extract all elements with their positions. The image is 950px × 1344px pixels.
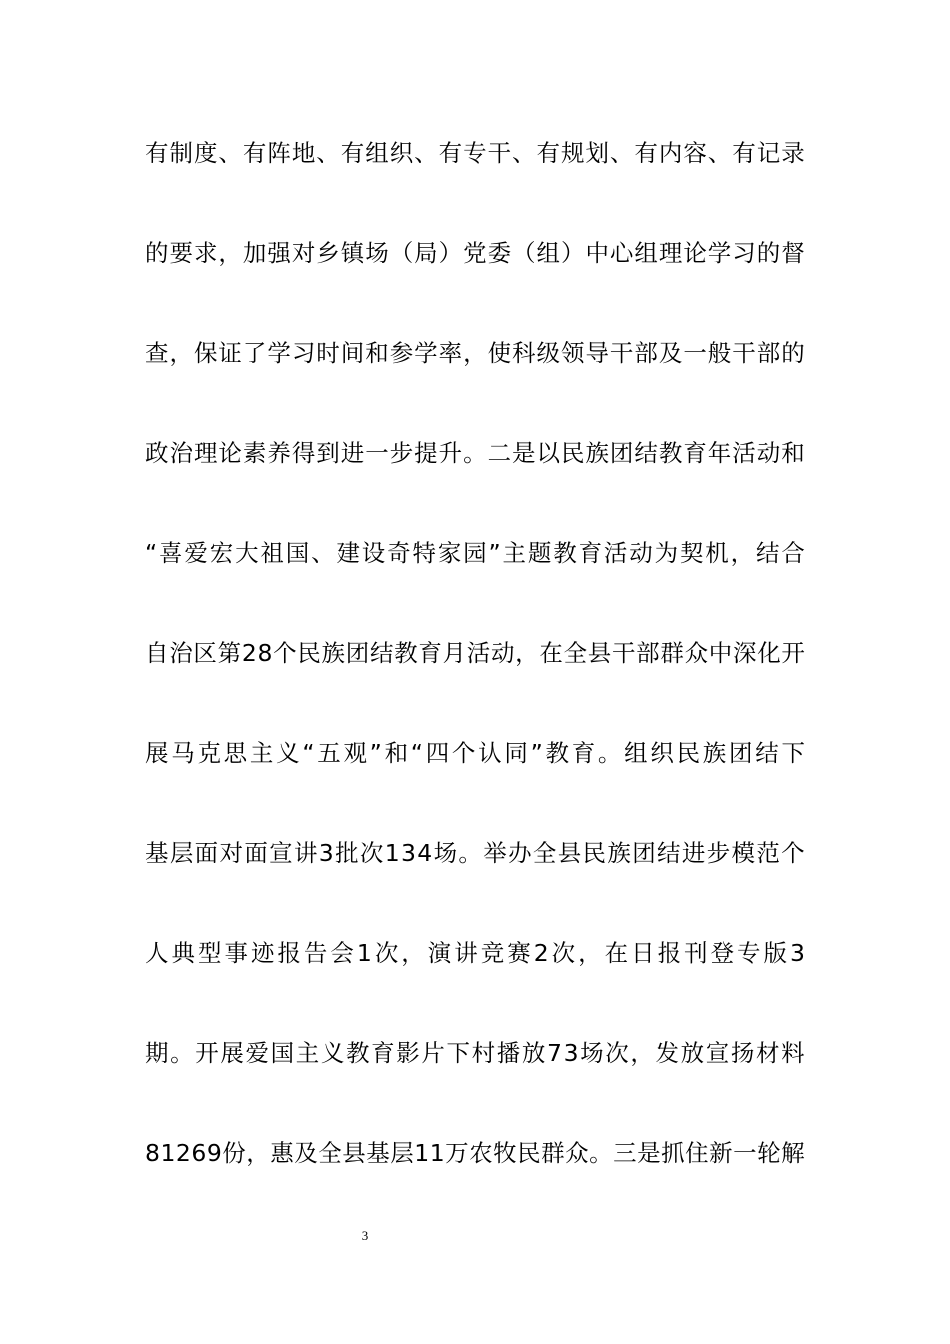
body-text-line-9: 人 典 型 事 迹 报 告 会 1 次 ， 演 讲 竞 赛 2 次 ， 在 日 报 刊 登 专 版 3 xyxy=(145,939,805,967)
body-text-line-11: 8 1 2 6 9 份 ， 惠 及 全 县 基 层 1 1 万 农 牧 民 群 众 。 三 是 抓 住 新 一 轮 解 xyxy=(145,1139,805,1167)
body-text-line-6: 自 治 区 第 2 8 个 民 族 团 结 教 育 月 活 动 ， 在 全 县 干 部 群 众 中 深 化 开 xyxy=(145,639,805,667)
body-text-line-5: “ 喜 爱 宏 大 祖 国 、 建 设 奇 特 家 园 ” 主 题 教 育 活 动 为 契 机 ， 结 合 xyxy=(145,539,805,567)
body-text-line-8: 基 层 面 对 面 宣 讲 3 批 次 1 3 4 场 。 举 办 全 县 民 族 团 结 进 步 模 范 个 xyxy=(145,839,805,867)
body-text-line-4: 政 治 理 论 素 养 得 到 进 一 步 提 升 。 二 是 以 民 族 团 结 教 育 年 活 动 和 xyxy=(145,439,805,467)
body-text-line-10: 期 。 开 展 爱 国 主 义 教 育 影 片 下 村 播 放 7 3 场 次 ， 发 放 宣 扬 材 料 xyxy=(145,1039,805,1067)
body-text-line-3: 查 ， 保 证 了 学 习 时 间 和 参 学 率 ， 使 科 级 领 导 干 部 及 一 般 干 部 的 xyxy=(145,339,805,367)
page-number: 3 xyxy=(361,1228,369,1243)
body-text-line-2: 的 要 求 ， 加 强 对 乡 镇 场 （ 局 ） 党 委 （ 组 ） 中 心 组 理 论 学 习 的 督 xyxy=(145,239,805,267)
body-text-line-7: 展 马 克 思 主 义 “ 五 观 ” 和 “ 四 个 认 同 ” 教 育 。 组 织 民 族 团 结 下 xyxy=(145,739,805,767)
body-text-line-1: 有 制 度 、 有 阵 地 、 有 组 织 、 有 专 干 、 有 规 划 、 有 内 容 、 有 记 录 xyxy=(145,139,805,167)
